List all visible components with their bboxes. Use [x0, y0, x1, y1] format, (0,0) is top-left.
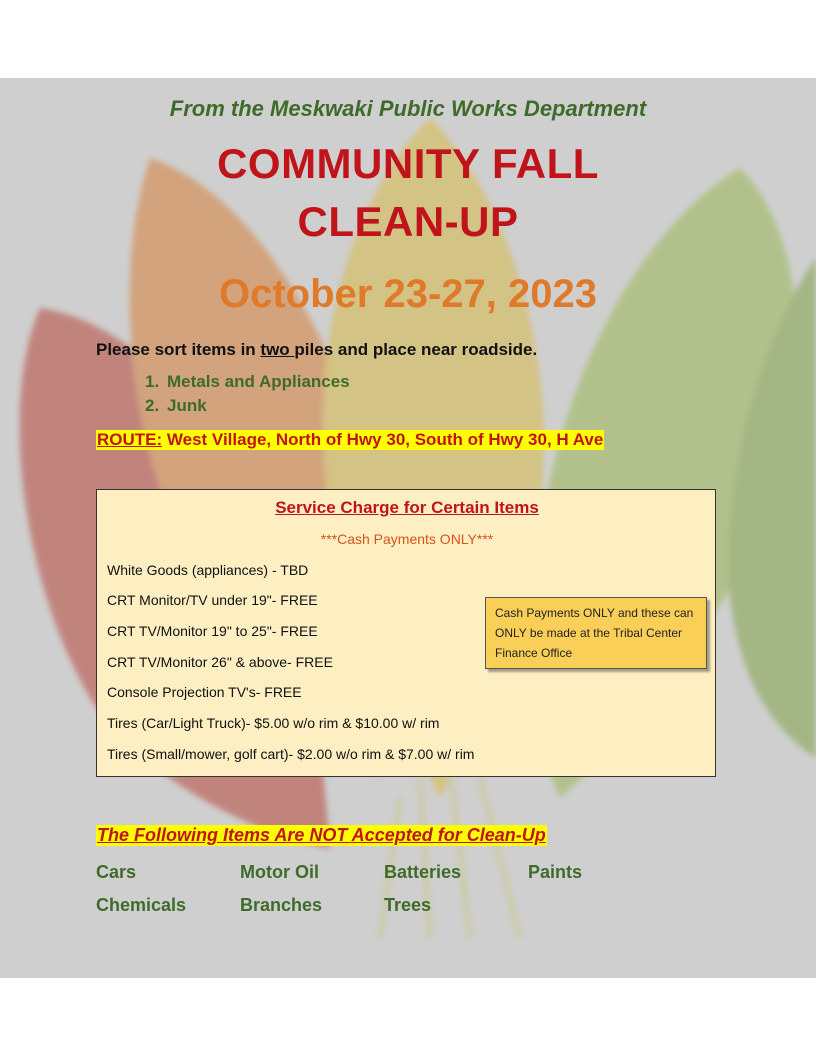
service-charge-title: Service Charge for Certain Items [275, 498, 539, 517]
service-item: Console Projection TV's- FREE [107, 684, 302, 700]
department-line: From the Meskwaki Public Works Department [169, 96, 647, 121]
pile-label: Junk [167, 396, 207, 415]
service-charge-box [96, 489, 716, 777]
pile-label: Metals and Appliances [167, 372, 350, 391]
pile-number: 2. [145, 396, 160, 415]
not-accepted-item: Chemicals [96, 895, 187, 915]
not-accepted-item: Cars [96, 862, 137, 882]
pile-number: 1. [145, 372, 160, 391]
service-item: CRT Monitor/TV under 19"- FREE [107, 592, 318, 608]
service-item: Tires (Small/mower, golf cart)- $2.00 w/o rim & $7.00 w/ rim [107, 746, 475, 762]
route-line [96, 430, 604, 450]
not-accepted-heading: The Following Items Are NOT Accepted for Clean-Up [97, 825, 546, 845]
not-accepted-item: Paints [528, 862, 583, 882]
not-accepted-item: Batteries [384, 862, 462, 882]
service-item: White Goods (appliances) - TBD [107, 562, 309, 578]
sort-instruction-after: piles and place near roadside. [294, 340, 538, 359]
not-accepted-item: Trees [384, 895, 432, 915]
event-title-line-2: CLEAN-UP [297, 198, 519, 245]
not-accepted-item: Motor Oil [240, 862, 319, 882]
service-item: CRT TV/Monitor 19" to 25"- FREE [107, 623, 318, 639]
payment-callout: Cash Payments ONLY and these can ONLY be made at the Tribal Center Finance Office [485, 597, 707, 669]
pile-item [145, 396, 207, 416]
service-item: CRT TV/Monitor 26" & above- FREE [107, 654, 333, 670]
cash-only-note: ***Cash Payments ONLY*** [320, 531, 494, 547]
event-dates: October 23-27, 2023 [219, 272, 597, 316]
service-item: Tires (Car/Light Truck)- $5.00 w/o rim & $10.00 w/ rim [107, 715, 440, 731]
not-accepted-item: Branches [240, 895, 323, 915]
sort-instruction [96, 340, 537, 360]
event-title-line-1: COMMUNITY FALL [217, 140, 599, 187]
route-text: West Village, North of Hwy 30, South of Hwy 30, H Ave [162, 430, 604, 449]
pile-item [145, 372, 350, 392]
sort-instruction-underlined: two [260, 340, 295, 359]
route-label: ROUTE: [97, 430, 163, 449]
sort-instruction-before: Please sort items in [96, 340, 261, 359]
